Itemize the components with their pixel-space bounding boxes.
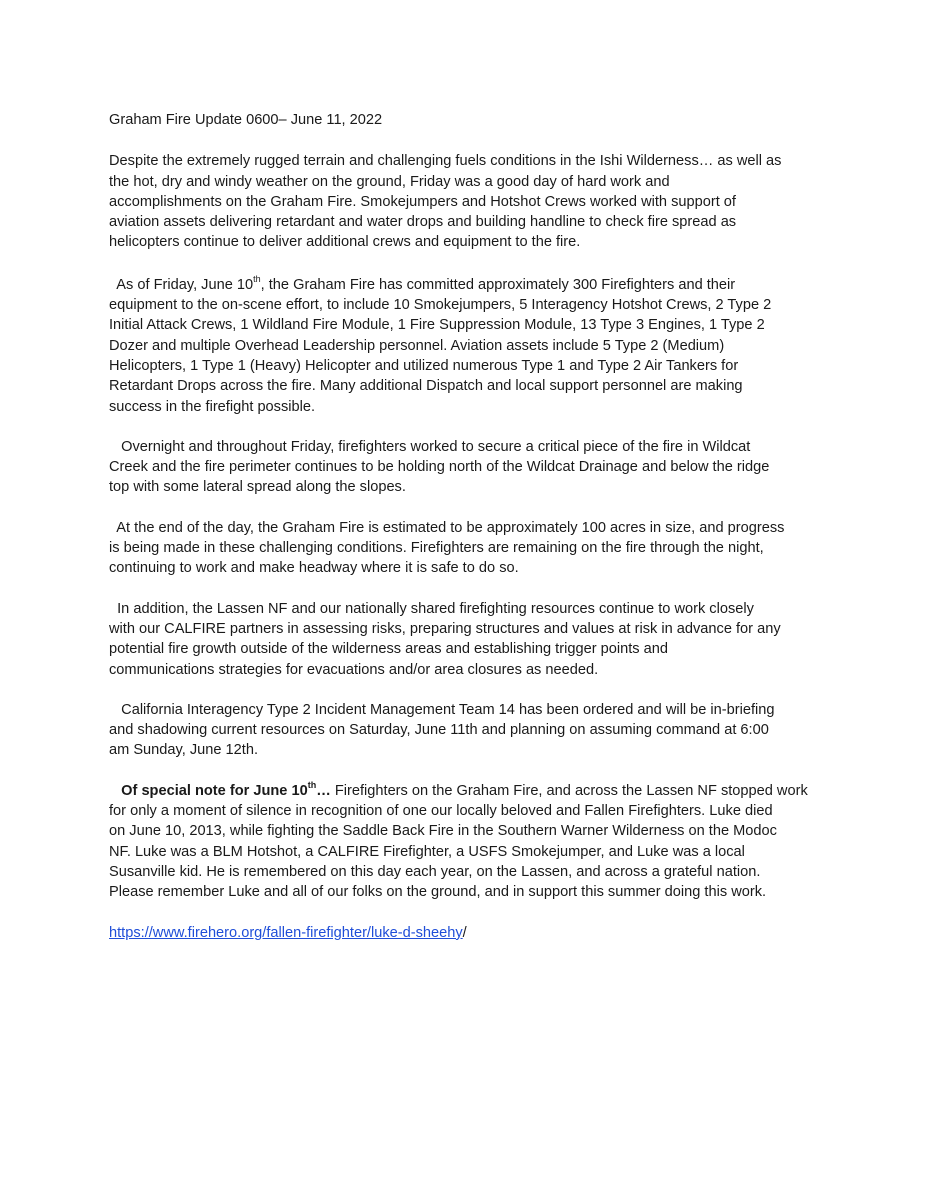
paragraph-line: communications strategies for evacuations and/or area closures as needed. — [109, 661, 599, 678]
paragraph-7 — [109, 781, 821, 903]
paragraph-line: In addition, the Lassen NF and our nationally shared firefighting resources continue to work closely — [109, 600, 754, 617]
link-line — [109, 923, 821, 943]
firehero-link[interactable]: https://www.firehero.org/fallen-firefighter/luke-d-sheehy — [109, 924, 463, 941]
special-note-heading — [121, 779, 331, 799]
lead-text-rest: Firefighters on the Graham Fire, and across the Lassen NF stopped work — [330, 782, 808, 799]
paragraph-line: potential fire growth outside of the wilderness areas and establishing trigger points and — [109, 641, 668, 658]
paragraph-3 — [109, 437, 821, 498]
paragraph-line: for only a moment of silence in recognition of one our locally beloved and Fallen Firefighters. Luke died — [109, 803, 773, 820]
paragraph-line: Creek and the fire perimeter continues to be holding north of the Wildcat Drainage and below the ridge — [109, 459, 770, 476]
paragraph-line: is being made in these challenging conditions. Firefighters are remaining on the fire through the night, — [109, 540, 764, 557]
paragraph-6 — [109, 700, 821, 761]
paragraph-line: Dozer and multiple Overhead Leadership personnel. Aviation assets include 5 Type 2 (Medium) — [109, 337, 725, 354]
paragraph-line: equipment to the on-scene effort, to include 10 Smokejumpers, 5 Interagency Hotshot Crews, 2 Type 2 — [109, 297, 772, 314]
paragraph-2 — [109, 275, 821, 417]
paragraph-line: accomplishments on the Graham Fire. Smokejumpers and Hotshot Crews worked with support of — [109, 193, 736, 210]
paragraph-line: aviation assets delivering retardant and water drops and building handline to check fire spread as — [109, 214, 737, 231]
document-title: Graham Fire Update 0600– June 11, 2022 — [109, 112, 383, 128]
paragraph-line: At the end of the day, the Graham Fire is estimated to be approximately 100 acres in size, and progress — [109, 519, 785, 536]
paragraph-line: success in the firefight possible. — [109, 398, 316, 415]
paragraph-5 — [109, 599, 821, 680]
paragraph-line — [109, 781, 821, 801]
paragraph-line: and shadowing current resources on Saturday, June 11th and planning on assuming command at 6:00 — [109, 722, 769, 739]
paragraph-line: on June 10, 2013, while fighting the Saddle Back Fire in the Southern Warner Wilderness on the Modoc — [109, 823, 777, 840]
paragraph-line: Despite the extremely rugged terrain and challenging fuels conditions in the Ishi Wilderness… as well as — [109, 153, 782, 170]
paragraph-line: top with some lateral spread along the slopes. — [109, 479, 406, 496]
lead-text-rest: , the Graham Fire has committed approximately 300 Firefighters and their — [260, 276, 736, 293]
paragraph-line — [109, 275, 821, 295]
paragraph-line: Helicopters, 1 Type 1 (Heavy) Helicopter and utilized numerous Type 1 and Type 2 Air Tankers for — [109, 357, 739, 374]
ordinal-suffix: th — [253, 273, 261, 284]
paragraph-line: NF. Luke was a BLM Hotshot, a CALFIRE Firefighter, a USFS Smokejumper, and Luke was a local — [109, 843, 745, 860]
paragraph-line: Please remember Luke and all of our folks on the ground, and in support this summer doing this work. — [109, 884, 767, 901]
paragraph-line: Retardant Drops across the fire. Many additional Dispatch and local support personnel are making — [109, 378, 743, 395]
paragraph-line: with our CALFIRE partners in assessing risks, preparing structures and values at risk in advance for any — [109, 620, 781, 637]
paragraph-line: Initial Attack Crews, 1 Wildland Fire Module, 1 Fire Suppression Module, 13 Type 3 Engines, 1 Type 2 — [109, 317, 765, 334]
paragraph-line: helicopters continue to deliver additional crews and equipment to the fire. — [109, 234, 581, 251]
link-trailing-slash: / — [462, 924, 467, 941]
document-body — [109, 110, 821, 943]
paragraph-1 — [109, 151, 821, 252]
lead-text: As of Friday, June 10 — [109, 276, 254, 293]
paragraph-line: the hot, dry and windy weather on the ground, Friday was a good day of hard work and — [109, 173, 670, 190]
bold-ellipsis: … — [316, 782, 331, 799]
paragraph-line: continuing to work and make headway where it is safe to do so. — [109, 560, 519, 577]
paragraph-4 — [109, 518, 821, 579]
paragraph-line: am Sunday, June 12th. — [109, 742, 259, 759]
bold-lead: Of special note for June 10 — [121, 782, 308, 799]
paragraph-line: California Interagency Type 2 Incident Management Team 14 has been ordered and will be in-briefing — [109, 701, 775, 718]
ordinal-suffix: th — [307, 779, 317, 790]
paragraph-line: Susanville kid. He is remembered on this day each year, on the Lassen, and across a grateful nation. — [109, 863, 761, 880]
paragraph-line: Overnight and throughout Friday, firefighters worked to secure a critical piece of the fire in Wildcat — [109, 438, 751, 455]
